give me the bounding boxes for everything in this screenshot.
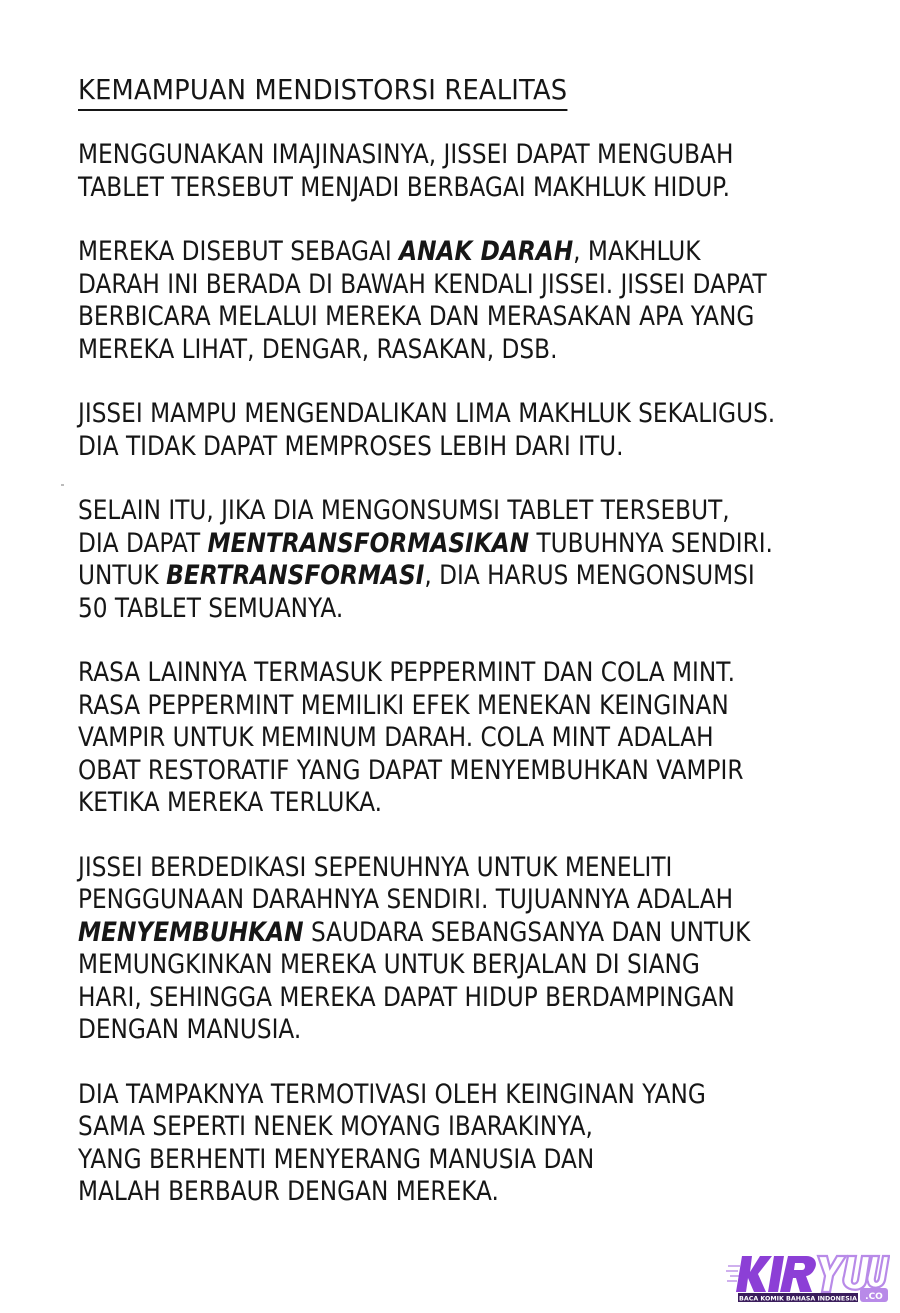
text-segment: DENGAN MANUSIA. <box>78 1014 302 1045</box>
text-line <box>78 1144 749 1177</box>
text-segment: RASA LAINNYA TERMASUK PEPPERMINT DAN COLA MINT. <box>78 657 736 688</box>
kiryuu-logo <box>726 1252 890 1306</box>
text-segment: MALAH BERBAUR DENGAN MEREKA. <box>78 1176 499 1207</box>
text-segment: MENGGUNAKAN IMAJINASINYA, JISSEI DAPAT MENGUBAH <box>78 139 734 170</box>
text-segment: MEREKA DISEBUT SEBAGAI <box>78 236 400 267</box>
text-segment: BERBICARA MELALUI MEREKA DAN MERASAKAN APA YANG <box>78 301 755 332</box>
emphasis-text: MENYEMBUHKAN <box>78 916 304 948</box>
text-line <box>78 398 776 431</box>
text-segment: RASA PEPPERMINT MEMILIKI EFEK MENEKAN KEINGINAN <box>78 689 729 721</box>
text-segment: 50 TABLET SEMUANYA. <box>78 592 344 624</box>
text-segment: DARAH INI BERADA DI BAWAH KENDALI JISSEI. JISSEI DAPAT <box>78 268 767 300</box>
document-page <box>78 72 858 1241</box>
paragraph <box>78 657 749 820</box>
text-segment: JISSEI BERDEDIKASI SEPENUHNYA UNTUK MENELITI <box>78 851 673 883</box>
paragraph <box>78 1079 749 1209</box>
logo-tagline: BACA KOMIK BAHASA INDONESIA <box>739 1295 857 1303</box>
text-segment: SELAIN ITU, JIKA DIA MENGONSUMSI TABLET TERSEBUT, <box>78 495 730 526</box>
text-segment: JISSEI MAMPU MENGENDALIKAN LIMA MAKHLUK SEKALIGUS. <box>78 398 776 429</box>
text-segment: OBAT RESTORATIF YANG DAPAT MENYEMBUHKAN VAMPIR <box>78 754 744 786</box>
text-segment: MEMUNGKINKAN MEREKA UNTUK BERJALAN DI SIANG <box>78 949 700 980</box>
text-line <box>78 301 755 334</box>
text-segment: KETIKA MEREKA TERLUKA. <box>78 787 383 818</box>
paragraph-list <box>78 139 858 1209</box>
text-line <box>78 527 773 561</box>
text-line <box>78 172 749 205</box>
text-segment: TUBUHNYA SENDIRI. <box>529 527 773 559</box>
text-line <box>78 1176 749 1209</box>
text-segment: DIA TIDAK DAPAT MEMPROSES LEBIH DARI ITU. <box>78 430 624 462</box>
text-segment: UNTUK <box>78 560 167 591</box>
stray-mark <box>61 484 64 486</box>
text-line <box>78 755 749 788</box>
text-segment: TABLET TERSEBUT MENJADI BERBAGAI MAKHLUK HIDUP. <box>78 171 730 203</box>
text-line <box>78 1079 749 1112</box>
text-line <box>78 949 749 982</box>
text-line <box>78 139 749 172</box>
text-segment: PENGGUNAAN DARAHNYA SENDIRI. TUJUANNYA ADALAH <box>78 884 734 915</box>
text-segment: DIA DAPAT <box>78 527 208 559</box>
text-line <box>78 722 749 755</box>
paragraph <box>78 236 767 366</box>
text-line <box>78 787 749 820</box>
paragraph <box>78 852 749 1047</box>
text-segment: VAMPIR UNTUK MEMINUM DARAH. COLA MINT ADALAH <box>78 722 714 753</box>
text-line <box>78 268 767 302</box>
text-segment: , DIA HARUS MENGONSUMSI <box>424 560 755 591</box>
text-line <box>78 690 749 723</box>
text-line <box>78 334 749 367</box>
emphasis-text: ANAK DARAH <box>399 236 574 267</box>
text-line <box>78 917 749 950</box>
text-line <box>78 236 749 269</box>
text-line <box>78 982 749 1015</box>
text-line <box>78 495 749 528</box>
logo-solid-letters <box>736 1256 816 1292</box>
text-segment: YANG BERHENTI MENYERANG MANUSIA DAN <box>78 1143 595 1175</box>
text-line <box>78 560 755 593</box>
text-line <box>78 884 749 917</box>
text-segment: SAMA SEPERTI NENEK MOYANG IBARAKINYA, <box>78 1111 593 1142</box>
text-segment: MEREKA LIHAT, DENGAR, RASAKAN, DSB. <box>78 333 558 365</box>
emphasis-text: MENTRANSFORMASIKAN <box>207 527 530 559</box>
text-line <box>78 1111 749 1144</box>
kiryuu-logo-graphic <box>726 1252 890 1306</box>
logo-tld: .CO <box>865 1292 883 1302</box>
text-line <box>78 593 749 626</box>
text-segment: SAUDARA SEBANGSANYA DAN UNTUK <box>303 916 751 948</box>
text-segment: DIA TAMPAKNYA TERMOTIVASI OLEH KEINGINAN YANG <box>78 1078 706 1110</box>
emphasis-text: BERTRANSFORMASI <box>166 560 425 591</box>
text-line <box>78 431 749 464</box>
text-segment: HARI, SEHINGGA MEREKA DAPAT HIDUP BERDAMPINGAN <box>78 981 735 1013</box>
text-segment: , MAKHLUK <box>573 236 701 267</box>
paragraph <box>78 398 776 463</box>
text-line <box>78 852 749 885</box>
logo-outline-letters <box>818 1256 889 1292</box>
paragraph <box>78 139 749 204</box>
text-line <box>78 1014 749 1047</box>
speed-lines <box>726 1266 740 1281</box>
text-line <box>78 657 749 690</box>
page-title: KEMAMPUAN MENDISTORSI REALITAS <box>78 72 567 111</box>
paragraph <box>78 495 773 625</box>
